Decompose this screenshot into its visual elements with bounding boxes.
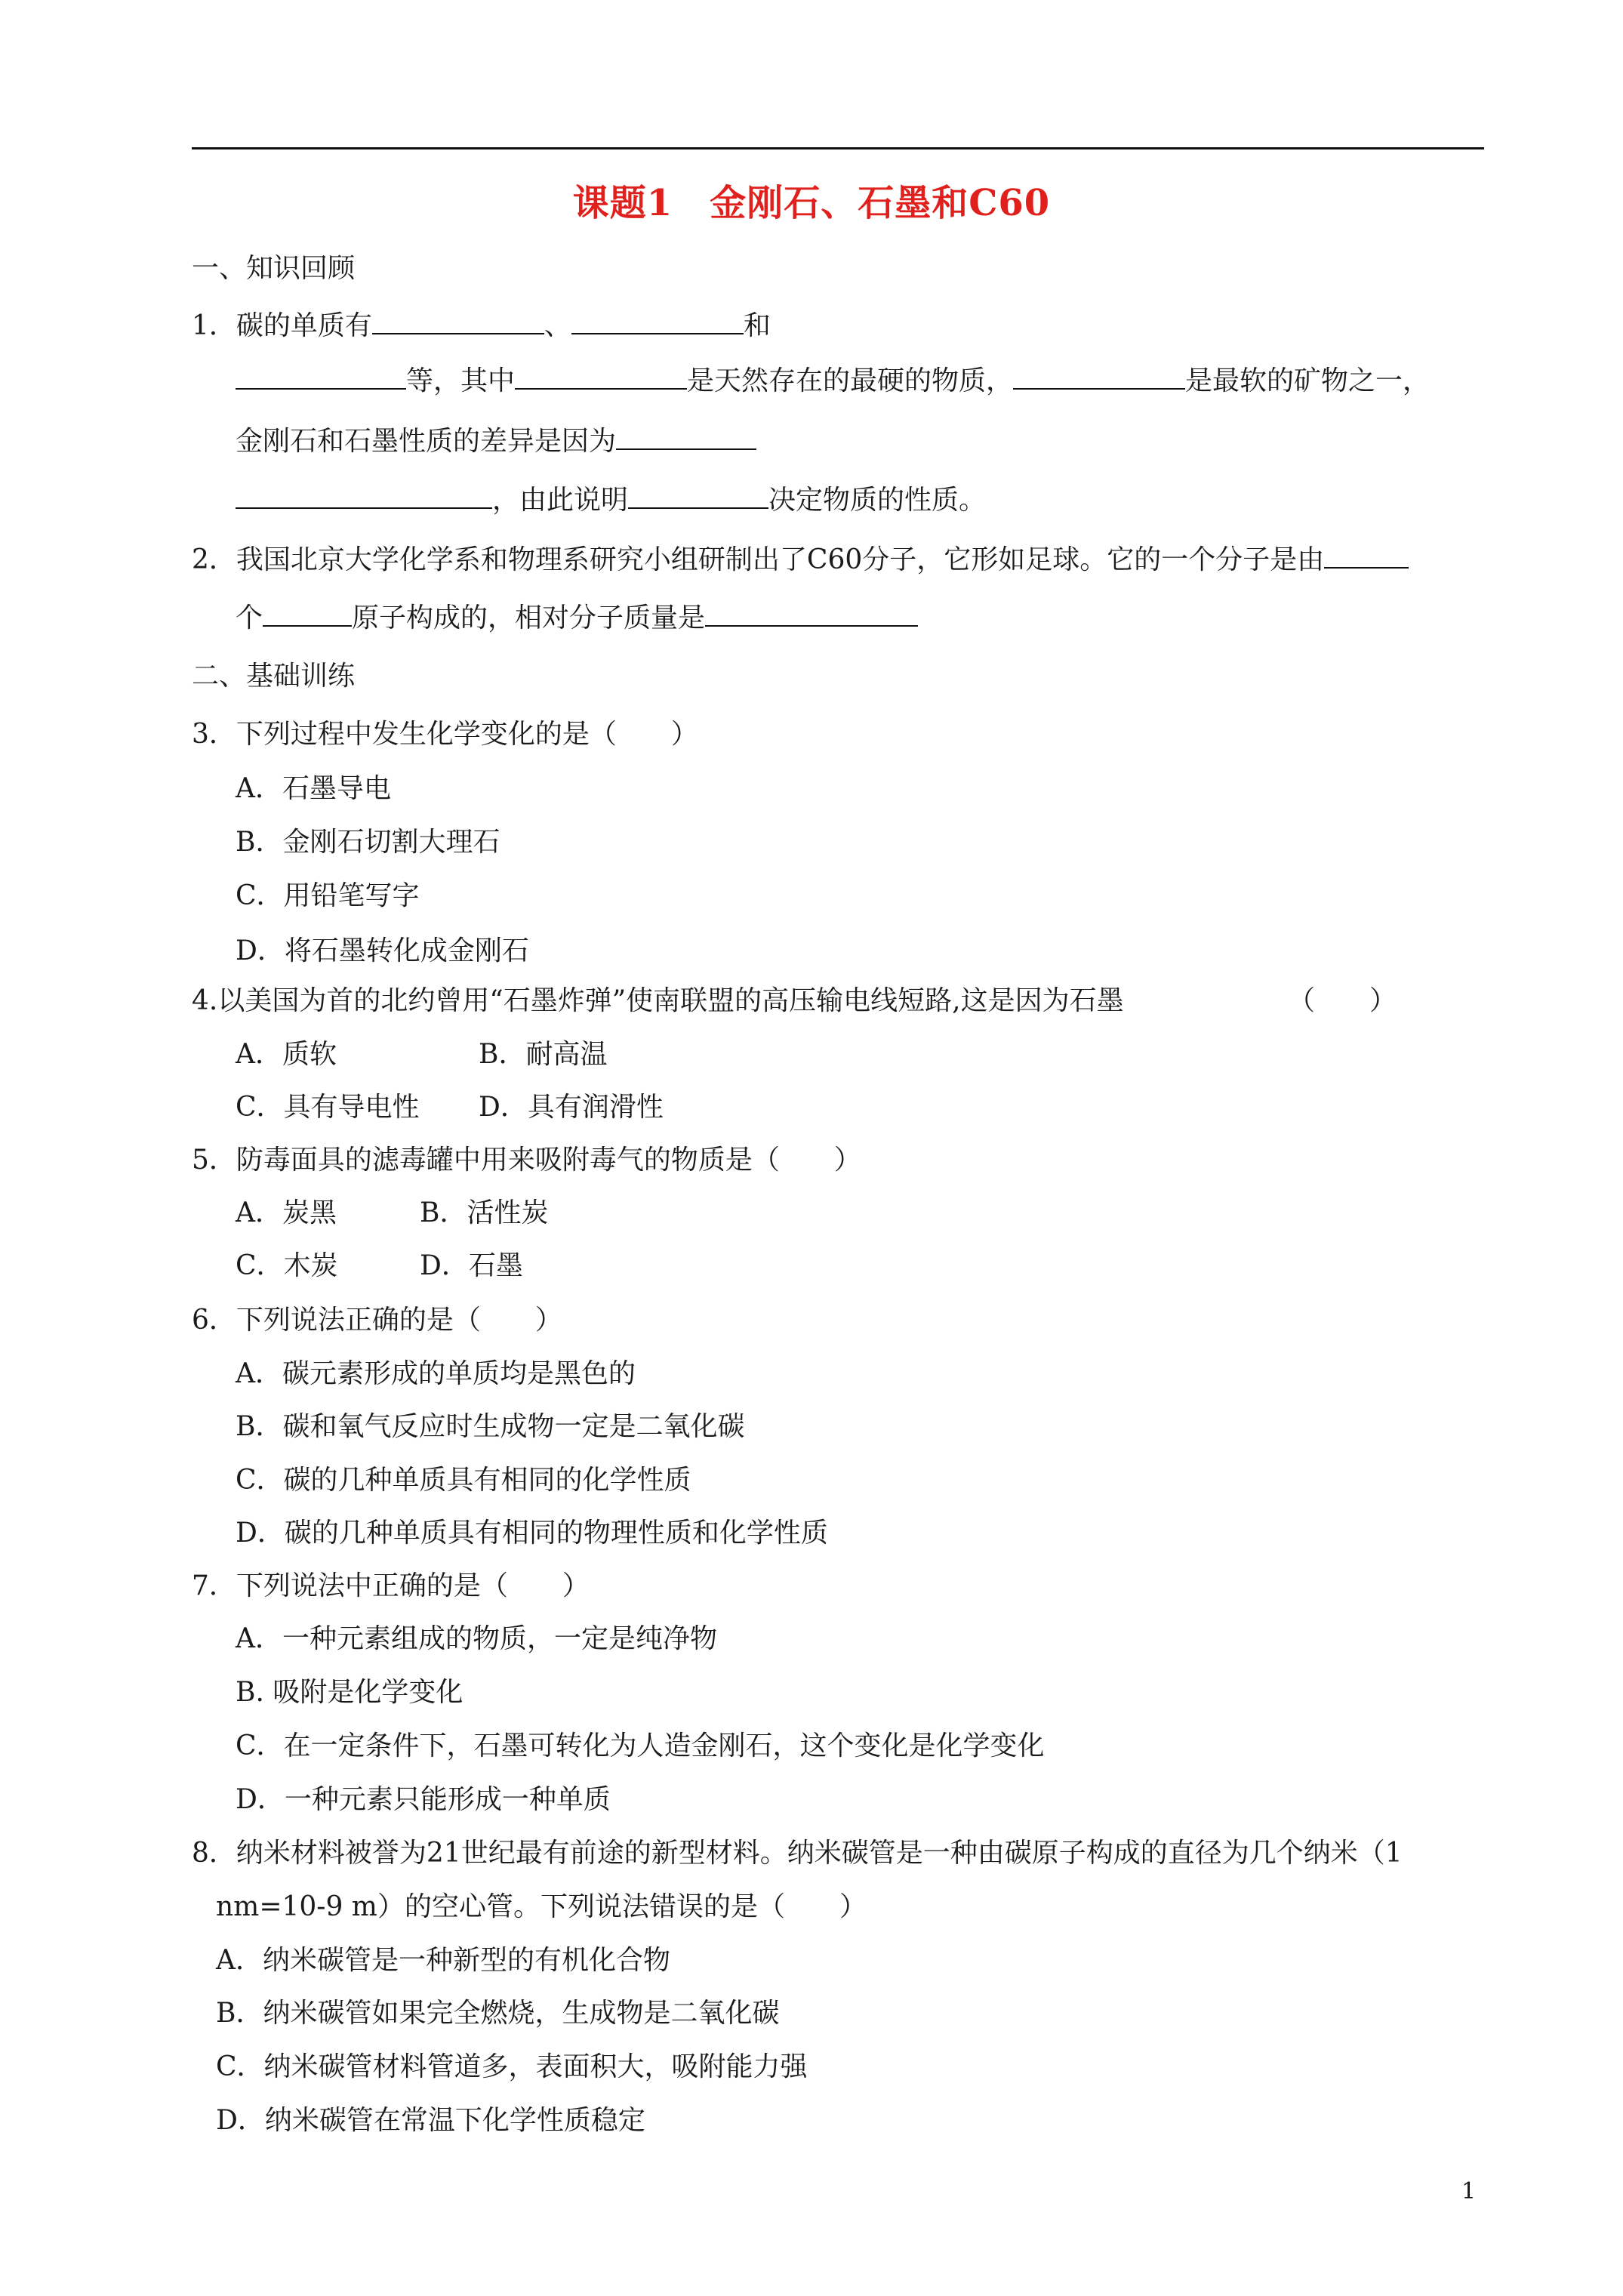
q1-line3 [236, 421, 756, 459]
q4-option-a: A．质软 [236, 1039, 337, 1070]
q3-option-a: A．石墨导电 [236, 773, 391, 804]
answer-blank[interactable] [263, 598, 352, 627]
q1-text: 是天然存在的最硬的物质， [687, 365, 1014, 396]
q8-stem-line2: nm=10-9 m）的空心管。下列说法错误的是（ ） [216, 1891, 867, 1922]
answer-blank[interactable] [1324, 540, 1409, 569]
answer-blank[interactable] [705, 598, 918, 627]
answer-blank[interactable] [571, 306, 744, 334]
q1-line4 [236, 480, 986, 518]
q4-option-b: B．耐高温 [479, 1039, 608, 1070]
q8-option-c: C．纳米碳管材料管道多，表面积大，吸附能力强 [216, 2051, 808, 2082]
q1-line1 [192, 306, 771, 344]
header-rule [192, 147, 1484, 149]
q7-option-a: A．一种元素组成的物质，一定是纯净物 [236, 1623, 717, 1654]
page-title: 课题1 金刚石、石墨和C60 [572, 182, 1051, 224]
q7-option-b: B. 吸附是化学变化 [236, 1677, 463, 1708]
q6-option-c: C．碳的几种单质具有相同的化学性质 [236, 1465, 691, 1496]
q5-stem: 5．防毒面具的滤毒罐中用来吸附毒气的物质是（ ） [192, 1145, 861, 1176]
q4-option-c: C．具有导电性 [236, 1092, 420, 1123]
q8-option-d: D．纳米碳管在常温下化学性质稳定 [216, 2105, 645, 2136]
q4-option-d: D．具有润滑性 [479, 1092, 664, 1123]
q5-option-c: C．木炭 [236, 1250, 338, 1281]
q6-stem: 6．下列说法正确的是（ ） [192, 1305, 562, 1336]
q1-text: 金刚石和石墨性质的差异是因为 [236, 426, 617, 457]
q7-option-c: C．在一定条件下，石墨可转化为人造金刚石，这个变化是化学变化 [236, 1730, 1045, 1761]
answer-blank[interactable] [616, 421, 756, 450]
q1-text: 决定物质的性质。 [768, 485, 987, 516]
q6-option-b: B．碳和氧气反应时生成物一定是二氧化碳 [236, 1411, 745, 1442]
q4-answer-paren: （ ） [1288, 985, 1397, 1016]
q6-option-d: D．碳的几种单质具有相同的物理性质和化学性质 [236, 1518, 828, 1549]
q8-option-a: A．纳米碳管是一种新型的有机化合物 [216, 1945, 670, 1976]
q2-text: 个 [236, 603, 263, 633]
q7-option-d: D．一种元素只能形成一种单质 [236, 1784, 611, 1815]
q3-option-d: D．将石墨转化成金刚石 [236, 935, 529, 966]
q1-text: 是最软的矿物之一， [1185, 365, 1431, 396]
page-number: 1 [1461, 2178, 1477, 2205]
q3-stem: 3．下列过程中发生化学变化的是（ ） [192, 719, 698, 750]
answer-blank[interactable] [236, 361, 406, 390]
q1-text: ，由此说明 [492, 485, 629, 516]
q8-stem-line1: 8．纳米材料被誉为21世纪最有前途的新型材料。纳米碳管是一种由碳原子构成的直径为几个纳米（1 [192, 1838, 1403, 1869]
q1-line2 [236, 361, 1430, 399]
q5-option-b: B．活性炭 [420, 1197, 549, 1228]
section-heading-review: 一、知识回顾 [192, 253, 356, 284]
q4-stem: 4.以美国为首的北约曾用“石墨炸弹”使南联盟的高压输电线短路,这是因为石墨 [192, 985, 1124, 1016]
q2-text: 2．我国北京大学化学系和物理系研究小组研制出了C60分子，它形如足球。它的一个分子是由 [192, 544, 1325, 575]
q5-option-a: A．炭黑 [236, 1197, 337, 1228]
q6-option-a: A．碳元素形成的单质均是黑色的 [236, 1358, 636, 1389]
q1-text: 1．碳的单质有 [192, 310, 372, 341]
q8-option-b: B．纳米碳管如果完全燃烧，生成物是二氧化碳 [216, 1998, 780, 2029]
q7-stem: 7．下列说法中正确的是（ ） [192, 1570, 590, 1601]
q1-text: 和 [743, 310, 771, 341]
q1-text: 等，其中 [406, 365, 516, 396]
section-heading-basic: 二、基础训练 [192, 661, 356, 692]
answer-blank[interactable] [236, 480, 492, 509]
q1-text: 、 [544, 310, 571, 341]
q3-option-b: B．金刚石切割大理石 [236, 827, 500, 858]
q2-line2 [236, 598, 918, 636]
answer-blank[interactable] [515, 361, 687, 390]
q3-option-c: C．用铅笔写字 [236, 880, 420, 911]
q2-line1 [192, 540, 1409, 578]
q2-text: 原子构成的，相对分子质量是 [352, 603, 706, 633]
answer-blank[interactable] [372, 306, 544, 334]
answer-blank[interactable] [628, 480, 768, 509]
answer-blank[interactable] [1013, 361, 1185, 390]
q5-option-d: D．石墨 [420, 1250, 523, 1281]
